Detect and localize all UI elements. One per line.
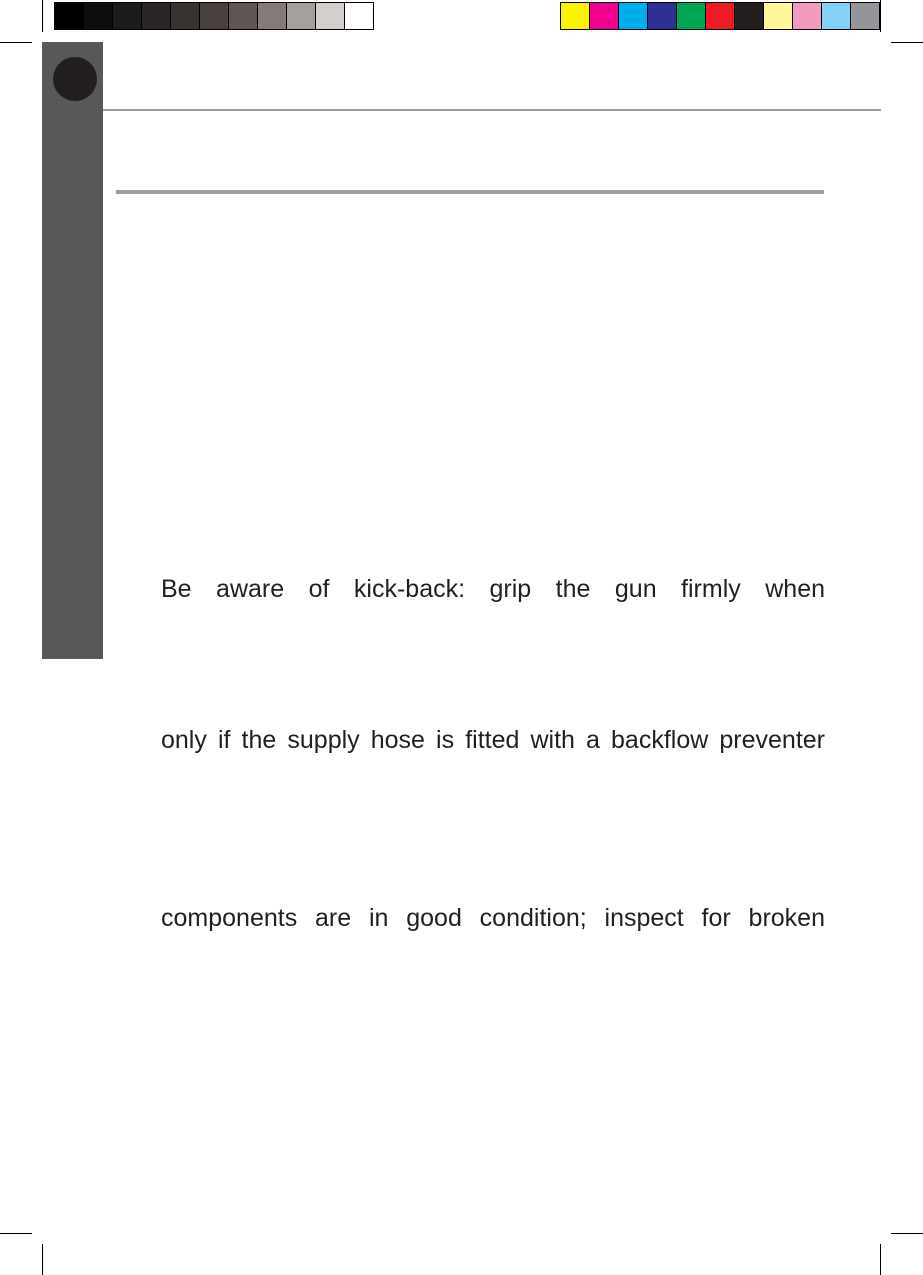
color-swatch — [315, 2, 345, 30]
color-swatch — [647, 2, 677, 30]
color-swatch — [589, 2, 619, 30]
color-swatch — [286, 2, 316, 30]
color-swatch — [257, 2, 287, 30]
color-swatch — [170, 2, 200, 30]
crop-mark — [42, 1244, 43, 1275]
color-swatch — [618, 2, 648, 30]
crop-mark — [891, 1233, 923, 1234]
color-swatch — [821, 2, 851, 30]
color-swatch — [112, 2, 142, 30]
crop-mark — [0, 42, 32, 43]
crop-mark — [880, 0, 881, 32]
color-swatch — [54, 2, 84, 30]
crop-mark — [880, 1244, 881, 1275]
color-swatch — [850, 2, 880, 30]
header-rule — [103, 109, 881, 111]
crop-mark — [0, 1233, 32, 1234]
color-swatch — [792, 2, 822, 30]
color-swatch — [199, 2, 229, 30]
body-text-line: Be aware of kick-back: grip the gun firmly when — [161, 575, 825, 603]
color-swatch — [705, 2, 735, 30]
grayscale-swatch-bar — [54, 2, 373, 30]
color-swatch — [763, 2, 793, 30]
section-rule — [116, 190, 824, 194]
process-color-swatch-bar — [560, 2, 879, 30]
crop-mark — [891, 42, 923, 43]
body-text-line: only if the supply hose is fitted with a backflow preventer — [161, 726, 825, 754]
color-swatch — [560, 2, 590, 30]
color-swatch — [676, 2, 706, 30]
tab-circle-marker — [53, 57, 97, 101]
color-swatch — [344, 2, 374, 30]
body-text-line: components are in good condition; inspect for broken — [161, 904, 825, 932]
color-swatch — [83, 2, 113, 30]
side-tab — [42, 42, 103, 659]
color-swatch — [228, 2, 258, 30]
color-swatch — [734, 2, 764, 30]
crop-mark — [42, 0, 43, 32]
color-swatch — [141, 2, 171, 30]
